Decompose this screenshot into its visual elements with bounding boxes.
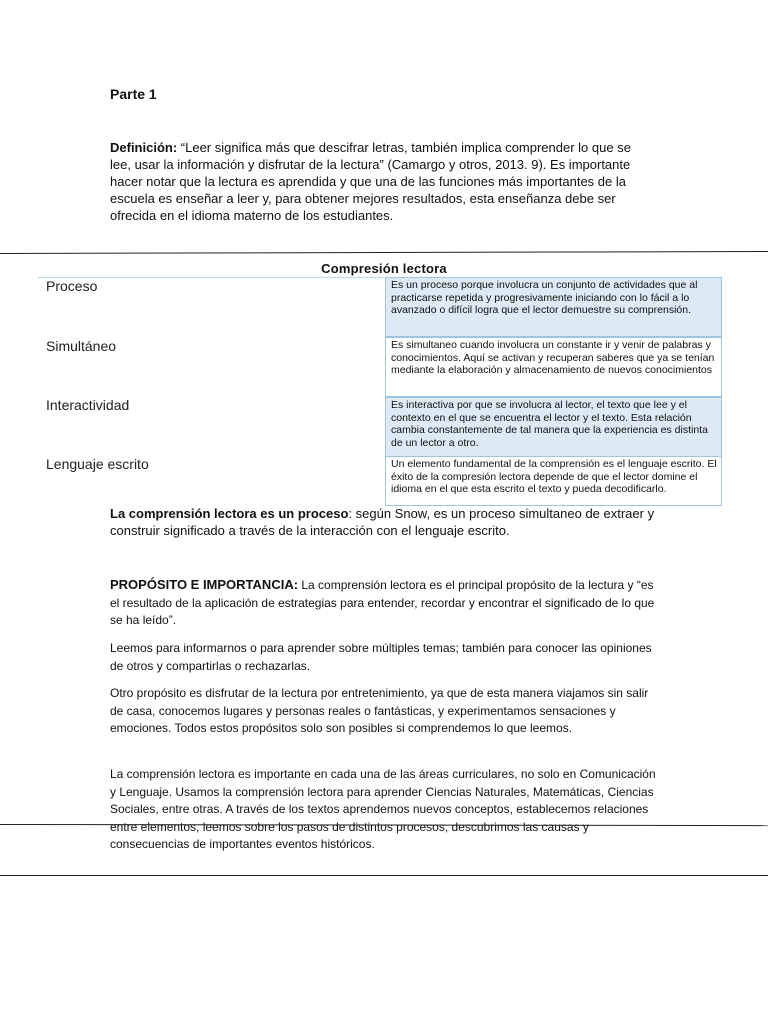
definition-label: Definición: <box>110 140 178 155</box>
part-title: Parte 1 <box>110 86 157 102</box>
proposito-intro: La comprensión lectora es el principal propósito de la lectura y “es el resultado de la aplicación de estrategias para entender, recordar y encontrar el significado de lo que se ha leído”. <box>110 578 655 627</box>
row-desc-proceso: Es un proceso porque involucra un conjunto de actividades que al practicarse repetida y progresivamente iniciando con lo fácil a lo avanzado o difícil logra que el lector demuestre su comprensión. <box>385 277 722 337</box>
proposito-paragraph-2: Leemos para informarnos o para aprender sobre múltiples temas; también para conocer las opiniones de otros y compartirlas o rechazarlas. <box>110 641 652 673</box>
proposito-paragraph-4: La comprensión lectora es importante en cada una de las áreas curriculares, no solo en Comunicación y Lenguaje. Usamos la comprensión lectora para aprender Ciencias Naturales, Matemáticas, Ciencias Sociales, entre otras. A través de los textos aprendemos nuevos conceptos, establecemos relaciones entre elementos, leemos sobre los pasos de distintos procesos, descubrimos las causas y consecuencias de importantes eventos históricos. <box>110 767 656 851</box>
proposito-heading: PROPÓSITO E IMPORTANCIA: <box>110 577 299 592</box>
proposito-paragraph-3: Otro propósito es disfrutar de la lectura por entretenimiento, ya que de esta manera viajamos sin salir de casa, conocemos lugares y personas reales o fantásticas, y experimentamos sensaciones y emociones. Todos estos propósitos solo son posibles si comprendemos lo que leemos. <box>110 686 649 735</box>
row-label-interactividad: Interactividad <box>46 397 130 413</box>
row-label-lenguaje-escrito: Lenguaje escrito <box>46 456 149 472</box>
summary-paragraph <box>110 505 655 539</box>
row-label-proceso: Proceso <box>46 278 98 294</box>
summary-text: : según Snow, es un proceso simultaneo de extraer y construir significado a través de la interacción con el lenguaje escrito. <box>110 506 655 538</box>
row-label-simultaneo: Simultáneo <box>46 338 117 354</box>
row-desc-lenguaje-escrito: Un elemento fundamental de la comprensión es el lenguaje escrito. El éxito de la compresión lectora depende de que el lector domine el idioma en el que esta escrito el texto y pueda decodificarlo. <box>385 456 722 506</box>
table-title: Compresión lectora <box>321 261 447 276</box>
proposito-paragraph <box>110 576 658 630</box>
page-divider-top <box>0 251 768 254</box>
definition-text: “Leer significa más que descifrar letras, también implica comprender lo que se lee, usar la información y disfrutar de la lectura” (Camargo y otros, 2013. 9). Es importante hacer notar que la lectura es aprendida y que una de las funciones más importantes de la escuela es enseñar a leer y, para obtener mejores resultados, esta enseñanza debe ser ofrecida en el idioma materno de los estudiantes. <box>110 140 631 223</box>
row-desc-interactividad: Es interactiva por que se involucra al lector, el texto que lee y el contexto en el que se encuentra el lector y el texto. Esta relación cambia constantemente de tal manera que la experiencia es distinta de un lector a otro. <box>385 397 722 457</box>
definition-paragraph <box>110 139 650 224</box>
row-desc-simultaneo: Es simultaneo cuando involucra un constante ir y venir de palabras y conocimientos. Aquí se activan y recuperan saberes que ya se tenían mediante la elaboración y almacenamiento de nuevos conocimientos <box>385 337 722 397</box>
summary-bold: La comprensión lectora es un proceso <box>110 506 349 521</box>
page-divider-bottom <box>0 875 768 876</box>
